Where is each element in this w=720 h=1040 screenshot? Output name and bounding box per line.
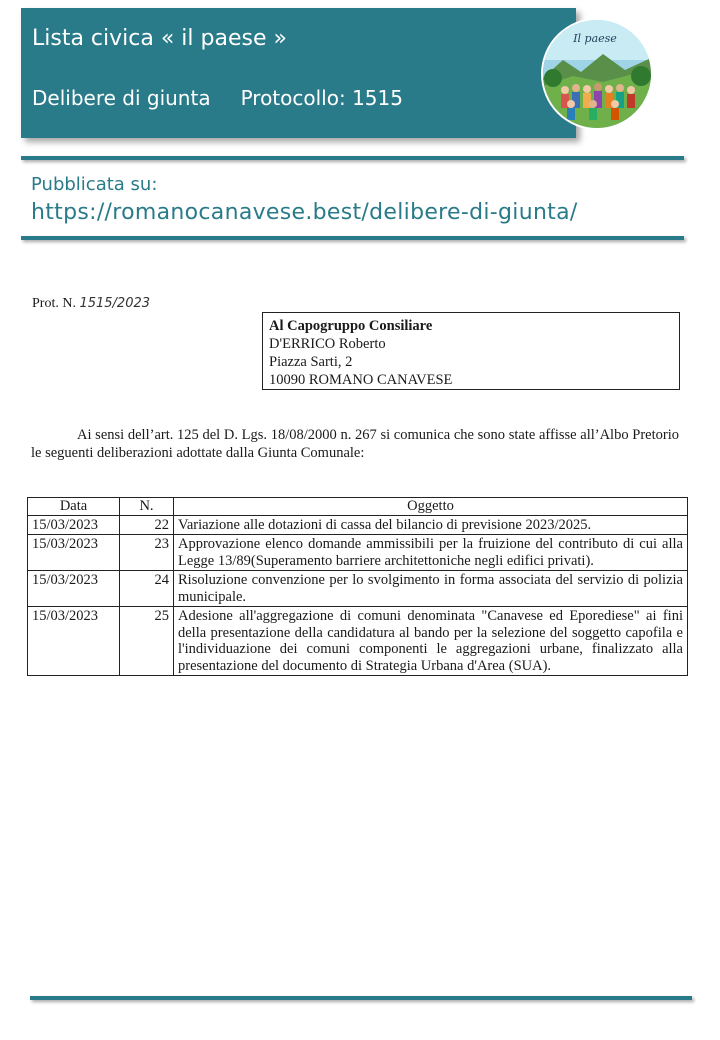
recipient-line-1: Al Capogruppo Consiliare — [269, 318, 433, 334]
table-row — [28, 571, 688, 607]
header-number: N. — [120, 498, 174, 516]
recipient-line-3: Piazza Sarti, 2 — [269, 354, 353, 370]
row-number: 25 — [120, 607, 174, 676]
protocol-number: Protocollo: 1515 — [240, 86, 403, 110]
row-number: 23 — [120, 535, 174, 571]
header-subject: Oggetto — [174, 498, 688, 516]
header-date: Data — [28, 498, 120, 516]
row-date: 15/03/2023 — [28, 571, 120, 607]
row-subject: Adesione all'aggregazione di comuni denominata "Canavese ed Eporediese" ai fini della presentazione della candidatura al bando per la selezione del soggetto capofila e l'individuazione dei comuni componenti le aggregazioni urbane, finalizzato alla presentazione del documento di Strategia Urbana d'Area (SUA). — [174, 607, 688, 676]
page-title: Lista civica « il paese » — [32, 26, 287, 51]
row-subject: Variazione alle dotazioni di cassa del bilancio di previsione 2023/2025. — [174, 515, 688, 535]
banner-subtitle — [32, 86, 403, 110]
row-subject: Approvazione elenco domande ammissibili per la fruizione del contributo di cui alla Legge 13/89(Superamento barriere architettoniche negli edifici privati). — [174, 535, 688, 571]
recipient-line-2: D'ERRICO Roberto — [269, 336, 386, 352]
row-subject: Risoluzione convenzione per lo svolgimento in forma associata del servizio di polizia municipale. — [174, 571, 688, 607]
publication-label: Pubblicata su: — [31, 174, 158, 195]
divider-bottom — [30, 996, 692, 1000]
logo-image — [543, 20, 651, 128]
row-date: 15/03/2023 — [28, 515, 120, 535]
prot-label: Prot. N. — [32, 296, 76, 311]
intro-paragraph: Ai sensi dell’art. 125 del D. Lgs. 18/08/2000 n. 267 si comunica che sono state affisse all’Albo Pretorio le seguenti deliberazioni adottate dalla Giunta Comunale: — [31, 427, 679, 461]
protocol-line — [32, 296, 150, 312]
section-name: Delibere di giunta — [32, 86, 211, 110]
table-header-row — [28, 498, 688, 516]
deliberations-table — [27, 497, 688, 676]
divider-middle — [21, 236, 684, 240]
table-row — [28, 515, 688, 535]
prot-number-handwritten: 1515/2023 — [79, 296, 151, 311]
row-number: 24 — [120, 571, 174, 607]
recipient-box — [262, 312, 680, 390]
row-date: 15/03/2023 — [28, 607, 120, 676]
divider-top — [21, 156, 684, 160]
header-banner — [21, 8, 576, 138]
logo — [543, 20, 651, 128]
publication-url[interactable]: https://romanocanavese.best/delibere-di-giunta/ — [31, 200, 578, 225]
row-date: 15/03/2023 — [28, 535, 120, 571]
recipient-line-4: 10090 ROMANO CANAVESE — [269, 372, 453, 388]
table-row — [28, 535, 688, 571]
row-number: 22 — [120, 515, 174, 535]
table-row — [28, 607, 688, 676]
logo-text: Il paese — [573, 32, 617, 45]
